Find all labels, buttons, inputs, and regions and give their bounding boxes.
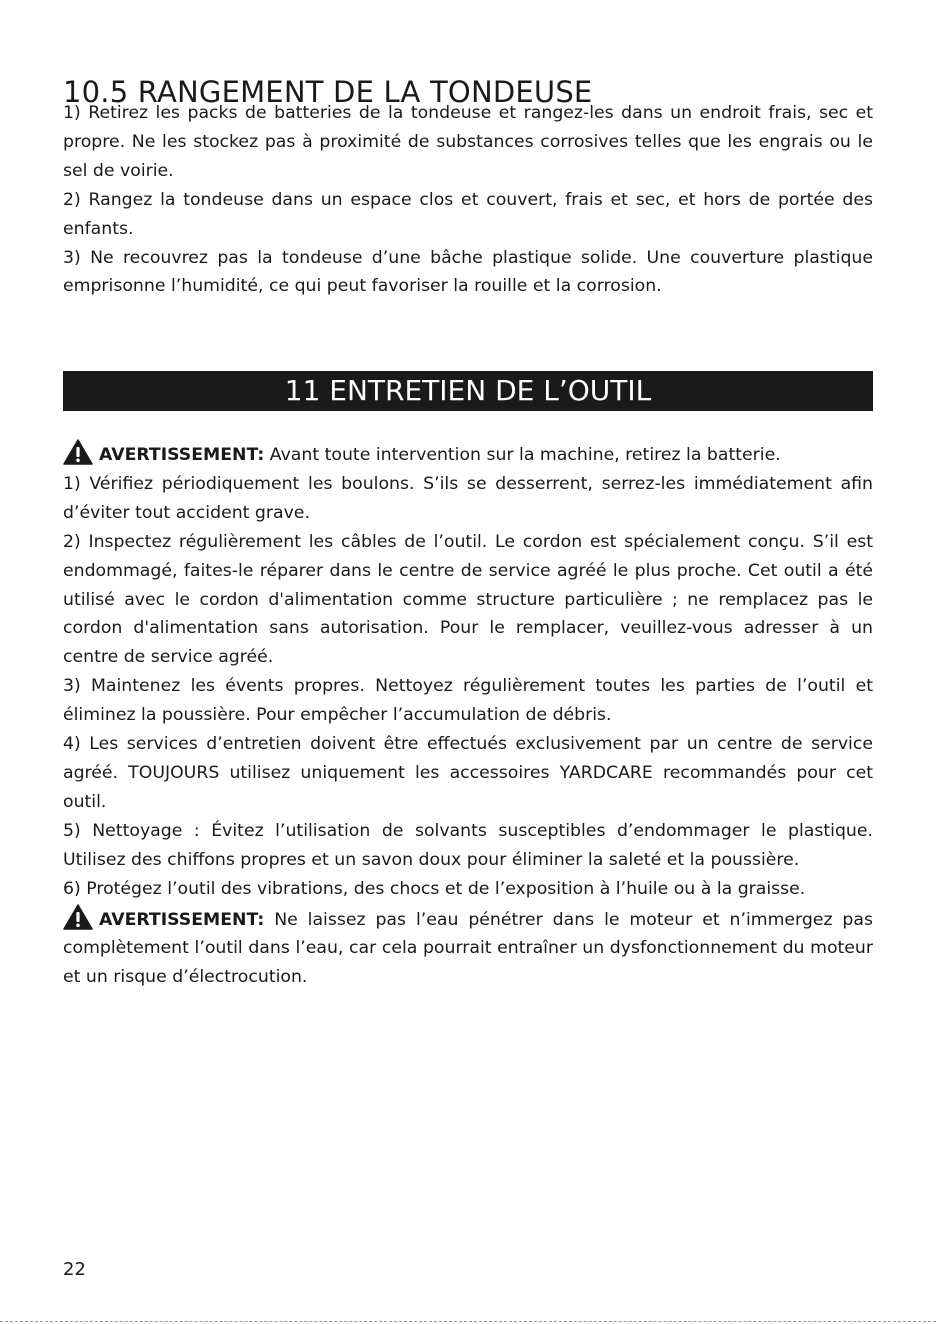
section-banner-maintenance: 11 ENTRETIEN DE L’OUTIL	[63, 371, 873, 411]
warning-triangle-icon	[63, 439, 93, 465]
maintenance-item-3: 3) Maintenez les évents propres. Nettoyez régulièrement toutes les parties de l’outil et éliminez la poussière. Pour empêcher l’accumulation de débris.	[63, 676, 873, 726]
page-bottom-divider	[0, 1321, 936, 1322]
maintenance-item-4: 4) Les services d’entretien doivent être effectués exclusivement par un centre de service agréé. TOUJOURS utilisez uniquement les accessoires YARDCARE recommandés pour cet outil.	[63, 734, 873, 812]
section-title-storage: 10.5 RANGEMENT DE LA TONDEUSE	[63, 75, 593, 110]
warning-triangle-icon	[63, 904, 93, 930]
storage-item-2: 2) Rangez la tondeuse dans un espace clos et couvert, frais et sec, et hors de portée des enfants.	[63, 189, 873, 239]
maintenance-item-1: 1) Vérifiez périodiquement les boulons. S’ils se desserrent, serrez-les immédiatement afin d’éviter tout accident grave.	[63, 473, 873, 523]
storage-item-3: 3) Ne recouvrez pas la tondeuse d’une bâche plastique solide. Une couverture plastique emprisonne l’humidité, ce qui peut favoriser la rouille et la corrosion.	[63, 247, 873, 297]
warning-label-2: AVERTISSEMENT:	[99, 909, 265, 930]
warning-text-2: Ne laissez pas l’eau pénétrer dans le moteur et n’immergez pas complètement l’outil dans l’eau, car cela pourrait entraîner un dysfonctionnement du moteur et un risque d’électrocution.	[63, 909, 873, 988]
maintenance-instructions	[63, 439, 873, 992]
warning-paragraph-1	[63, 439, 873, 470]
maintenance-item-2: 2) Inspectez régulièrement les câbles de l’outil. Le cordon est spécialement conçu. S’il est endommagé, faites-le réparer dans le centre de service agréé le plus proche. Cet outil a été utilisé avec le cordon d'alimentation comme structure particulière ; ne remplacez pas le cordon d'alimentation sans autorisation. Pour le remplacer, veuillez-vous adresser à un centre de service agréé.	[63, 531, 873, 668]
storage-instructions	[63, 99, 873, 301]
maintenance-item-6: 6) Protégez l’outil des vibrations, des chocs et de l’exposition à l’huile ou à la graisse.	[63, 878, 806, 899]
warning-paragraph-2	[63, 904, 873, 993]
storage-item-1: 1) Retirez les packs de batteries de la tondeuse et rangez-les dans un endroit frais, sec et propre. Ne les stockez pas à proximité de substances corrosives telles que les engrais ou le sel de voirie.	[63, 103, 873, 181]
warning-label-1: AVERTISSEMENT:	[99, 445, 265, 465]
maintenance-item-5: 5) Nettoyage : Évitez l’utilisation de solvants susceptibles d’endommager le plastique. Utilisez des chiffons propres et un savon doux pour éliminer la saleté et la poussière.	[63, 820, 873, 870]
page-number: 22	[63, 1259, 86, 1280]
warning-text-1: Avant toute intervention sur la machine, retirez la batterie.	[264, 445, 781, 465]
